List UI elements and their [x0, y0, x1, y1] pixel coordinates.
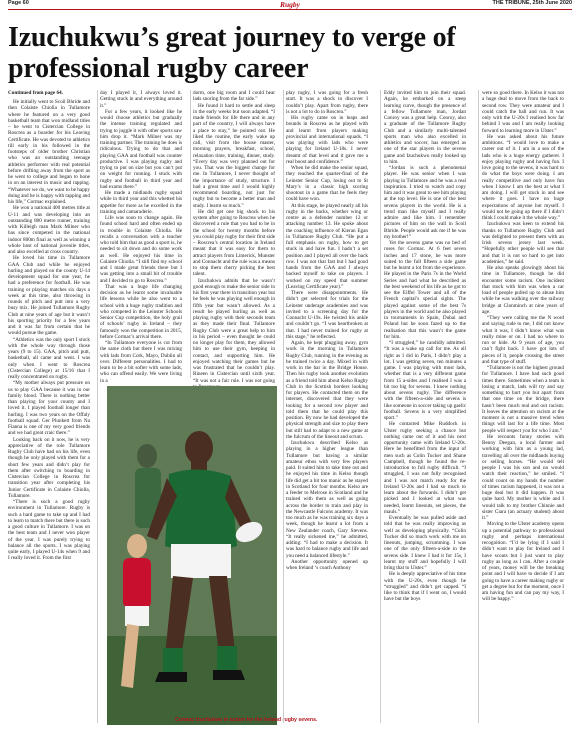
article-paragraph: “Athletics was the only sport I stuck with the whole way through those years (9 to 15). GAA, pitch and putt, basketball, all came and went. I was only when I went to Roscrea (Cistercian College) at 15/16 that I really concentrated on rugby. [8, 336, 90, 380]
column-divider [380, 90, 381, 723]
article-paragraph: Izuchukwu was keen to extend his thanks to Tullamore Rugby Club and was delighted to present them with an Irish sevens jersey last week. “Hopefully other people will see that and that it is not so hard to get into academies,” he said. [482, 221, 564, 265]
article-column-4 [286, 90, 368, 571]
article-paragraph: were so good there. In Kelso it was not a huge deal to move from the back to second row. They were amateur and I could catch the ball and run. It was only with the U-20s I realised how far behind I was and I am really looking forward to learning more in Ulster.” [482, 90, 564, 134]
continued-from: Continued from page 64. [8, 90, 63, 96]
article-paragraph: He loved his time in Tullamore GAA Club and while he enjoyed hurling and played on the county U-14 development squad for one year, he had a preference for football. He was training or playing matches six days a week at this time, also throwing in rounds of pitch and putt into a very busy mix. He joined Tullamore Rugby Club at nine years of age but it wasn’t his sporting priority for a few years and it was far from certain that he would pursue the game. [8, 255, 90, 337]
article-paragraph: Eventually he was pulled aside and told that he was really improving as well as developing physically. “Colin Tucker did so much work with me on lineouts, jumping, scrumming. I was one of the only fifteen-a-side in the sevens side. I knew I had it for 15s, I learnt my stuff and hopefully I will bring that to Ulster.” [384, 515, 466, 571]
article-column-1 [8, 90, 90, 562]
date-line: THE TRIBUNE, 25th June 2020 [492, 0, 572, 6]
header-rule [8, 9, 572, 10]
article-paragraph: When he did make the senior squad, they reached the quarter-final of the Leinster Senior Cup, losing out to St Mary’s in a classic high scoring shootout in a game that he feels they could have won. [286, 165, 368, 203]
rugby-action-photo [107, 386, 277, 725]
article-paragraph: He did get one big shock to his system after going to Roscrea when he discovered a rule that you had to be in the school for twenty months before you could play rugby for their first side – Roscrea’s central location in Ireland meant that it was easy for them to attract players from Limerick, Munster and Connacht and the rule was a means to stop them cherry picking the best talent. [193, 208, 275, 278]
article-paragraph: “Tullamore is not the highest ground for Tullamore. I have had such good times there. Sometimes when a team is losing a match, lads will try and say something to hurt you but apart from that one time on the bridge, there hasn’t been much real and out racism. It leaves the attention on racism at the moment is not a massive trend when things will last for a life time. Most people will respect you for who I am.” [482, 365, 564, 434]
article-paragraph: “I struggled,” he candidly admitted. “It was a wake up call for me. As all right as I did in Paris, I didn’t play a lot. I was getting seven, ten minutes a game. I was playing with most lads, whether that is a very different game from 15 a-sides and I realised I was a bit too big for sevens. I knew nothing about sevens rugby. The difference with the fifteen-a-side and sevens is like someone in soccer taking up gaelic football. Sevens is a very simplified sport.” [384, 340, 466, 421]
article-paragraph: There were disappointments. He didn’t get selected for trials for the Leinster underage academies and was invited to a screening day for the Connacht U-19s. He twisted his ankle and couldn’t go. “I was heartbroken at that. I had never trained for rugby at this stage,” he reflected. [286, 290, 368, 340]
article-paragraph: Yet the sevens game was no bed of roses for Cormac. At 6 feet seven inches and 17 stone, he was more suited to the full fifteen a side game but he learnt a lot from the experience. He played in the Paris 7s in the World Series and had what he described as the best weekend of his life as he got to see the Eiffel Tower and all of the French capital’s special sights. The played against some of the best 7s players in the world and he also played in tournaments in Spain, Dubai and Poland but he soon fazed up to the realisation that this wasn’t the game for him. [384, 240, 466, 340]
article-paragraph: Izuchukwu admits that he wasn’t good enough to make the senior side in his first year there in transition year but he feels he was playing well enough in fifth year but wasn’t allowed. As a result he played hurling as well as playing rugby with their seconds team as they made their final. Tullamore Rugby Club were a great help to him in his period – even thought he could no longer play for them, they allowed him to use their gym, keeping in contact, and supporting him. He enjoyed watching their games but he was frustrated that he couldn’t play. Rineen in Cistercian until sixth year. “It was not a fair rule. I was not going [193, 277, 275, 384]
article-paragraph: He was asked about his future ambitions. “I would love to make a career out of it. I am in a sea of the lads who is a huge energy gatherer. I enjoy playing rugby and having fun. I love going to the sevens, it was hard to do what the boys were doing. I am really competitive and only have fun when I know I am the best at what I am doing. I will get stuck in and see where it goes. I have no huge expectations of anyone but myself. I would not be going up there if I didn’t think I could make it the whole way.” [482, 133, 564, 221]
article-paragraph: day I played it, I always loved it. Getting stuck in and everything around it.” [100, 90, 182, 109]
article-paragraph: He is deeply appreciative of his time with the U-20s, even though he “struggled” and didn’t get capped. “I like to think that if I went on, I would have but the boys [384, 571, 466, 603]
article-paragraph: Another opportunity opened up when Ireland ‘s coach Anthony [286, 558, 368, 571]
article-column-2 [100, 90, 182, 384]
article-paragraph: For a few years, it looked like he would choose athletics but gradually the intense training regulated and trying to juggle it with other sports saw him drop it. “Mark Milner was my training partner. The training he does is ridiculous. Trying to do that and playing GAA and football was counter productive. I was playing rugby and trying to put on size but you can’t put on weight for running. I stuck with rugby and football in third year and had exams there.” [100, 108, 182, 190]
article-paragraph: Eddy invited him to join their squad. Again, he embarked on a steep learning curve, though the presence of a fellow Tullamore man, Jordan Conroy was a great help. Conroy, also a graduate of the Tullamore Rugby Club and a similarly multi-talented sports man who also excelled in athletics and soccer, has emerged as one of the star players in the sevens game and Izuchukwu really looked up to him. [384, 90, 466, 165]
article-paragraph: He also speaks glowingly about his time in Tullamore, though he did encounter some racism. One incident that stuck with him was when a car load of people pulled up to abuse him while he was walking over the railway bridge at Clonminch at nine years of age. [482, 265, 564, 315]
headline: Izuchukwu’s great journey to verge of professional rugby career [8, 22, 456, 84]
article-paragraph: “My mother always put pressure on us to play GAA because it was in our family blood. There is nothing better than playing for your county and I loved it. I played football longer than hurling. I was two years on the Offaly football squad. Ger Plunkett from Na Fianna is one of my very good friends and we had great craic there.” [8, 380, 90, 437]
article-paragraph: He made a midlands rugby squad while in third year and this whetted his appetite for more as he excelled in the training and camaraderie. [100, 190, 182, 215]
article-paragraph: Again, he kept plugging away, gym work in the morning in Tullamore Rugby Club, running in the evening as he trained twice a day. Mixed in with work in the bar in the Bridge House. Then his rugby took another evolution as a friend told him about Kelso Rugby Club in the Scottish borders looking for players. He contacted them on the internet, discovered that they were looking for a second row player and told them that he could play this position. By now he had developed the physical strength and size to play there but still had to adapt to a new game at the fulcrum of the lineout and scrum. [286, 340, 368, 440]
article-column-3 [193, 90, 275, 384]
article-paragraph: Life was soon to change again. He found school hard and often ended up in trouble in Colaiste Chiolla. He recalls a conversation with a teacher who told him that as good a sport is, he needed to sit down and do some work as well. He enjoyed his time in Colaiste Chiolla. “I still find my school and I made great friends there but I was getting into a small bit of trouble and I decided to go to Roscrea.” [100, 215, 182, 284]
article-paragraph: At this stage, he played nearly all his rugby in the backs, whether wing or centre as a defender number 12 or attacking number 13. He spoke about the coaching influence of Kieran Egan in Tullamore Rugby Club. “He put a full emphasis on rugby, how to get stuck in and have fun. I hadn’t a set position and I played all over the back row. I was not that fast but I had good hands from the GAA and I always backed myself to take on players. I worked on my speed that summer (Leaving Certificate year).” [286, 202, 368, 290]
article-paragraph: He initially went to Scoil Bhride and then Colaiste Chiolla in Tullamore where he featured on a very good basketball team that won midland titles – he went to Cistercian College in Roscrea as a boarder for his Leaving Certificate. He was devoted to athletics till early in his followed in the footsteps of older brother Christian who was an outstanding teenage athletics performer with real potential before drifting away from the sport as he went to college and began to hone in on an interest in music and rapping. “Whatever we do, we want to be happy doing and he is happy with rapping and his life,” Cormac explained. [8, 99, 90, 205]
page-header [0, 0, 580, 10]
article-paragraph: Izuchukwu described Kelso as playing in a higher league than Tullamore but having a similar amateur ethos with very few players paid. It suited him to take time out and he enjoyed his time in Kelso though life did get a bit too manic as he stayed in Scotland for four months. Kelso are a feeder to Melrose in Scotland and he trained with them as well as going across the border to train and play in the Newcastle Falcons academy. It was too much as he was training six days a week, though he learnt a lot from a New Zealander coach, Gary Stevens. “It really sickened me,” he admitted, adding: “I had to make a decision. It was hard to balance rugby and life and you need a balanced lifestyle.” [286, 440, 368, 559]
article-paragraph: He won a national 400 metres title at U-11 and was developing into an outstanding 800 metre runner, training with Killeigh man Mark Milner who has since competed in the national indoor 800m final as well as winning a whole host of national juvenile titles, and also excelled at cross country. [8, 205, 90, 255]
article-paragraph: His rugby came on in leaps and bounds in Roscrea as he played with and learnt from players making provincial and international squads. “I was playing with lads who were playing for Ireland U-18s. I never dreamt of that level and it gave me a real boost and confidence.” [286, 115, 368, 165]
column-divider [97, 90, 98, 723]
page-number: Page 60 [8, 0, 29, 6]
article-paragraph: play rugby, I was going for a fresh start. It was a shock to discover I couldn’t play. Apart from rugby, there is not a lot to do in Roscrea.” [286, 90, 368, 115]
photo-caption: Cormac Izuchukwu in action for the Ireland rugby sevens. [175, 717, 318, 723]
article-paragraph: “They were calling me the N word and saying rude to me, I did not know what it was, I didn’t know what was really mine or on. I had no where to run or hide. At 9 years of age, you can’t fight back. I have got lots of pieces of it, people crossing the street and that type of stuff. [482, 315, 564, 365]
article-paragraph: Looking back on it now, he is very appreciative of the role Tullamore Rugby Club have had on his life, even though he only played with them for a short few years and didn’t play for them after switching to boarding in Cistercian College in Roscrea for transition year after completing his Junior Certificate in Colaiste Chiolla, Tullamore. [8, 436, 90, 499]
article-paragraph: dorm, one big room and I could hear lads snoring from the far side.” [193, 90, 275, 103]
photo-illustration [107, 386, 277, 725]
column-divider [190, 90, 191, 378]
article-column-5 [384, 90, 466, 603]
article-paragraph: He found it hard to settle and sleep in the early weeks but soon adapted. “I made friends for life there and in any part of the country, I will always have a place to stay,” he pointed out. He liked the routine, the early wake up call, visit from the house master, morning prayers, breakfast, school, relaxation time, training, dinner, study. “Every day was very planned out for you. That was the biggest change for me. In Tullamore, I never thought of the importance of study, structure. I had a great time and I would highly recommend boarding, not just for rugby but to become a better man and study. I learnt so much.” [193, 102, 275, 209]
section-label: Rugby [279, 0, 300, 9]
article-paragraph: “Jordan is such a phenomenal player. He was senior when I was playing in Tullamore and he was a real inspiration. I tried to watch and copy him and it was great to see him playing at the top level. He is one of the best sevens players in the world. He is a trend man like myself and I really admire and like him. I remember pictures of him on the wall in Scoil Bhride. People would ask me if he was my brother!” [384, 165, 466, 240]
article-column-6 [482, 90, 564, 603]
article-paragraph: That was a huge life changing decision as he learnt some invaluable life lessons while he also went to a school with a huge rugby tradition and who competed in the Leinster Schools Senior Cup competition, the holy grail of schools’ rugby in Ireland – they famously won the competition in 2015, before Cormac’s arrival there. [100, 283, 182, 340]
article-paragraph: “There is such a good rugby environment in Tullamore. Rugby is such a hard game to take up and I had to learn to match there but there is such a good culture in Tullamore. I was on the best team and I never won player of the year. I was purely trying to balance all the sports. I was playing quite early, I played U-14s when 9 and I really loved it. From the first [8, 499, 90, 562]
column-divider [478, 90, 479, 723]
article-paragraph: “In Tullamore everyone is cut from the same cloth but there I was mixing with lads from Cork, Mayo, Dublin all over. Different personalities. I had to learn to be a bit softer with some lads, who can offend easily. We were living in a [100, 340, 182, 384]
article-paragraph: He contacted Mike Ruddock in Ulster rugby seeking a chance but nothing came out of it and his next opportunity came with Ireland U-20s. Here he benefitted from the input of men such as Colin Tucker and Shane Campbell, though he found the re-introduction to full rugby difficult. “I struggled, I was not fully recognised and I was not match ready for the Ireland U-20s and I had so much to learn about the forwards. I didn’t get picked and I looked at what was needed, learnt lineouts, set pieces, the mauls.” [384, 421, 466, 515]
column-divider [283, 90, 284, 723]
article-paragraph: Moving to the Ulster academy opens up a potential pathway to professional rugby and perhaps international recognition. “I’d be lying if I said I didn’t want to play for Ireland and I have scouts but I just want to play rugby as long as I can. After a couple of years, money will be the breaking point and I will have to decide if I am going to have a career making rugby or get a degree but for the moment, once I am having fun and can pay my way, I will be happy.” [482, 521, 564, 603]
article-paragraph: He recounts funny stories with Benny Deegan, a local farmer and working with him as a young lad, travelling all over the midlands buying or selling horses. “He would tell people I was his son and no would watch their reaction,” he smiled. “I could count on my hands the number of times racism happened, it was not a huge deal but it did happen. It was quite hard. My mother is white and I would talk to my brother Chinnie and sister Ciara (an actuary student) about it.” [482, 433, 564, 521]
